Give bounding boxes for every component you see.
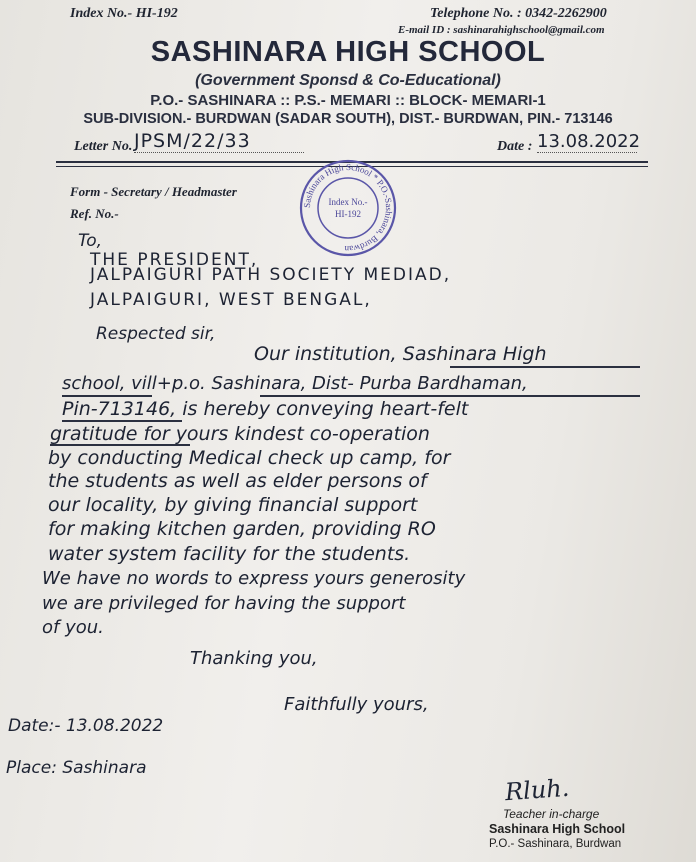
stamp-ring-text: Sashinara High School * P.O.-Sashinara, Burdwan (301, 161, 395, 255)
address-line-2: SUB-DIVISION.- BURDWAN (SADAR SOUTH), DIST.- BURDWAN, PIN.- 713146 (83, 111, 613, 127)
body-line-4: gratitude for yours kindest co-operation (50, 423, 430, 445)
body-line-12: of you. (42, 617, 104, 638)
body-line-11: we are privileged for having the support (42, 593, 406, 614)
body-line-6: the students as well as elder persons of (48, 470, 427, 492)
index-number: Index No.- HI-192 (70, 6, 178, 21)
telephone: Telephone No. : 0342-2262900 (430, 6, 607, 21)
date-label: Date : (497, 139, 533, 154)
body-line-3: Pin-713146, is hereby conveying heart-felt (62, 398, 469, 420)
school-type: (Government Sponsd & Co-Educational) (195, 72, 501, 89)
underline-institution (450, 366, 640, 368)
form-line: Form - Secretary / Headmaster (70, 184, 237, 199)
signature-title: Teacher in-charge (503, 807, 600, 821)
body-line-10: We have no words to express yours generosity (42, 568, 466, 589)
stamp-index-value: HI-192 (335, 209, 361, 219)
underline-gratitude (50, 444, 190, 446)
underline-school (62, 395, 152, 397)
body-line-1: Our institution, Sashinara High (254, 343, 547, 365)
svg-text:Sashinara High School * P.O.-S (302, 162, 394, 254)
stamp-index-label: Index No.- (328, 197, 368, 207)
letter-no-value: JPSM/22/33 (134, 130, 304, 153)
signature-scribble: Rluh. (504, 773, 571, 807)
recipient-line-2: JALPAIGURI PATH SOCIETY MEDIAD, (90, 265, 452, 285)
stamp-seal-icon (298, 158, 398, 258)
address-line-1: P.O.- SASHINARA :: P.S.- MEMARI :: BLOCK- MEMARI-1 (150, 92, 546, 109)
underline-pin (62, 420, 182, 422)
email: E-mail ID : sashinarahighschool@gmail.com (398, 24, 605, 36)
letter-no-label: Letter No. (74, 139, 133, 154)
to-line: To, (78, 231, 103, 251)
signature-school: Sashinara High School (489, 822, 626, 836)
signature-address: P.O.- Sashinara, Burdwan (489, 838, 622, 850)
date-line: Date:- 13.08.2022 (8, 716, 164, 736)
body-line-2: school, vill+p.o. Sashinara, Dist- Purba Bardhaman, (62, 373, 528, 394)
body-line-9: water system facility for the students. (48, 543, 411, 565)
salutation: Respected sir, (96, 324, 216, 344)
underline-address (260, 395, 640, 397)
body-line-7: our locality, by giving financial support (48, 494, 418, 516)
school-name: SASHINARA HIGH SCHOOL (150, 36, 546, 68)
closing-line: Thanking you, (190, 648, 318, 669)
recipient-line-1: THE PRESIDENT, (90, 250, 259, 270)
ref-no: Ref. No.- (70, 206, 119, 221)
body-line-8: for making kitchen garden, providing RO (48, 518, 436, 540)
signoff-line: Faithfully yours, (284, 694, 429, 715)
body-line-5: by conducting Medical check up camp, for (48, 447, 451, 469)
place-line: Place: Sashinara (6, 758, 147, 778)
recipient-line-3: JALPAIGURI, WEST BENGAL, (90, 290, 372, 310)
date-value: 13.08.2022 (537, 131, 641, 152)
school-stamp (298, 158, 398, 258)
